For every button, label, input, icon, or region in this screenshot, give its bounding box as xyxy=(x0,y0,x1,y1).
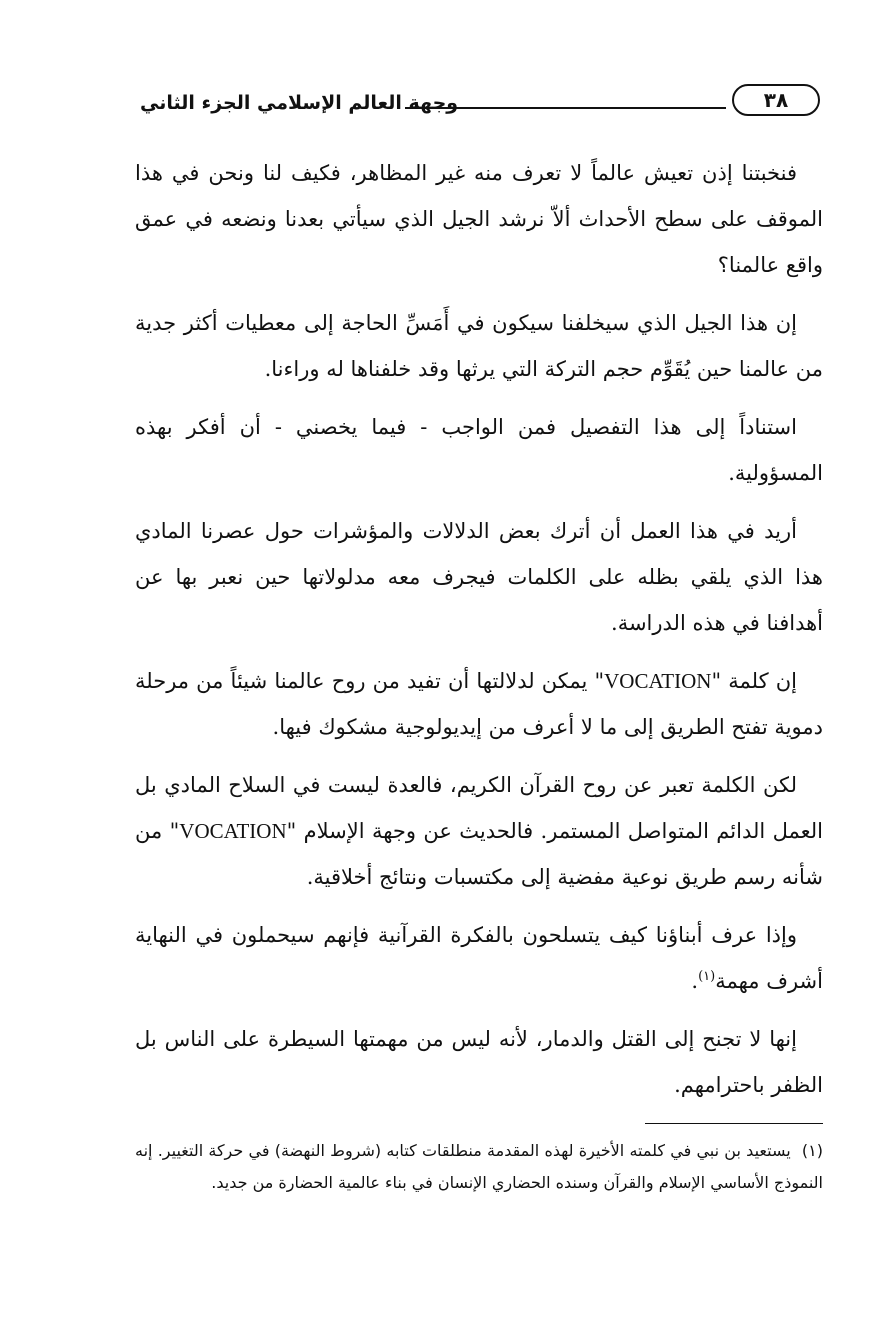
paragraph: إن هذا الجيل الذي سيخلفنا سيكون في أَمَسِّ الحاجة إلى معطيات أكثر جدية من عالمنا حين يُقَوِّم حجم التركة التي يرثها وقد خلفناها له وراءنا. xyxy=(135,311,823,381)
paragraph: أريد في هذا العمل أن أترك بعض الدلالات والمؤشرات حول عصرنا المادي هذا الذي يلقي بظله على الكلمات فيجرف معه مدلولاتها حين نعبر بها عن أهدافنا في هذه الدراسة. xyxy=(135,519,823,635)
paragraph: استناداً إلى هذا التفصيل فمن الواجب - فيما يخصني - أن أفكر بهذه المسؤولية. xyxy=(135,415,823,485)
page-number: ٣٨ xyxy=(732,84,820,116)
paragraph: إن كلمة "VOCATION" يمكن لدلالتها أن تفيد من روح عالمنا شيئاً من مرحلة دموية تفتح الطريق إلى ما لا أعرف من إيديولوجية مشكوك فيها. xyxy=(135,669,823,739)
body-text xyxy=(135,150,823,1120)
paragraph: وإذا عرف أبناؤنا كيف يتسلحون بالفكرة القرآنية فإنهم سيحملون في النهاية أشرف مهمة$^{(١)}$. xyxy=(135,923,823,993)
footnote-marker: (١) xyxy=(801,1141,823,1160)
paragraph: إنها لا تجنح إلى القتل والدمار، لأنه ليس من مهمتها السيطرة على الناس بل الظفر باحترامهم. xyxy=(135,1027,823,1097)
footnote xyxy=(135,1135,823,1199)
footnote-text: يستعيد بن نبي في كلمته الأخيرة لهذه المقدمة منطلقات كتابه (شروط النهضة) في حركة التغيير. إنه النموذج الأساسي الإسلام والقرآن وسنده الحضاري الإنسان في بناء عالمية الحضارة من جديد. xyxy=(135,1141,823,1192)
latin-term: VOCATION xyxy=(604,669,712,693)
header-rule xyxy=(405,107,726,109)
running-title: وجهة العالم الإسلامي الجزء الثاني xyxy=(140,92,459,114)
paragraph: لكن الكلمة تعبر عن روح القرآن الكريم، فالعدة ليست في السلاح المادي بل العمل الدائم المتواصل المستمر. فالحديث عن وجهة الإسلام "VOCATION" من شأنه رسم طريق نوعية مفضية إلى مكتسبات ونتائج أخلاقية. xyxy=(135,773,823,889)
latin-term: VOCATION xyxy=(179,819,287,843)
paragraph: فنخبتنا إذن تعيش عالماً لا تعرف منه غير المظاهر، فكيف لنا ونحن في هذا الموقف على سطح الأحداث ألاّ نرشد الجيل الذي سيأتي بعدنا ونضعه في عمق واقع عالمنا؟ xyxy=(135,161,823,277)
footnote-separator xyxy=(645,1123,823,1124)
footnote-reference: (١) xyxy=(698,969,716,984)
running-header xyxy=(140,78,820,124)
